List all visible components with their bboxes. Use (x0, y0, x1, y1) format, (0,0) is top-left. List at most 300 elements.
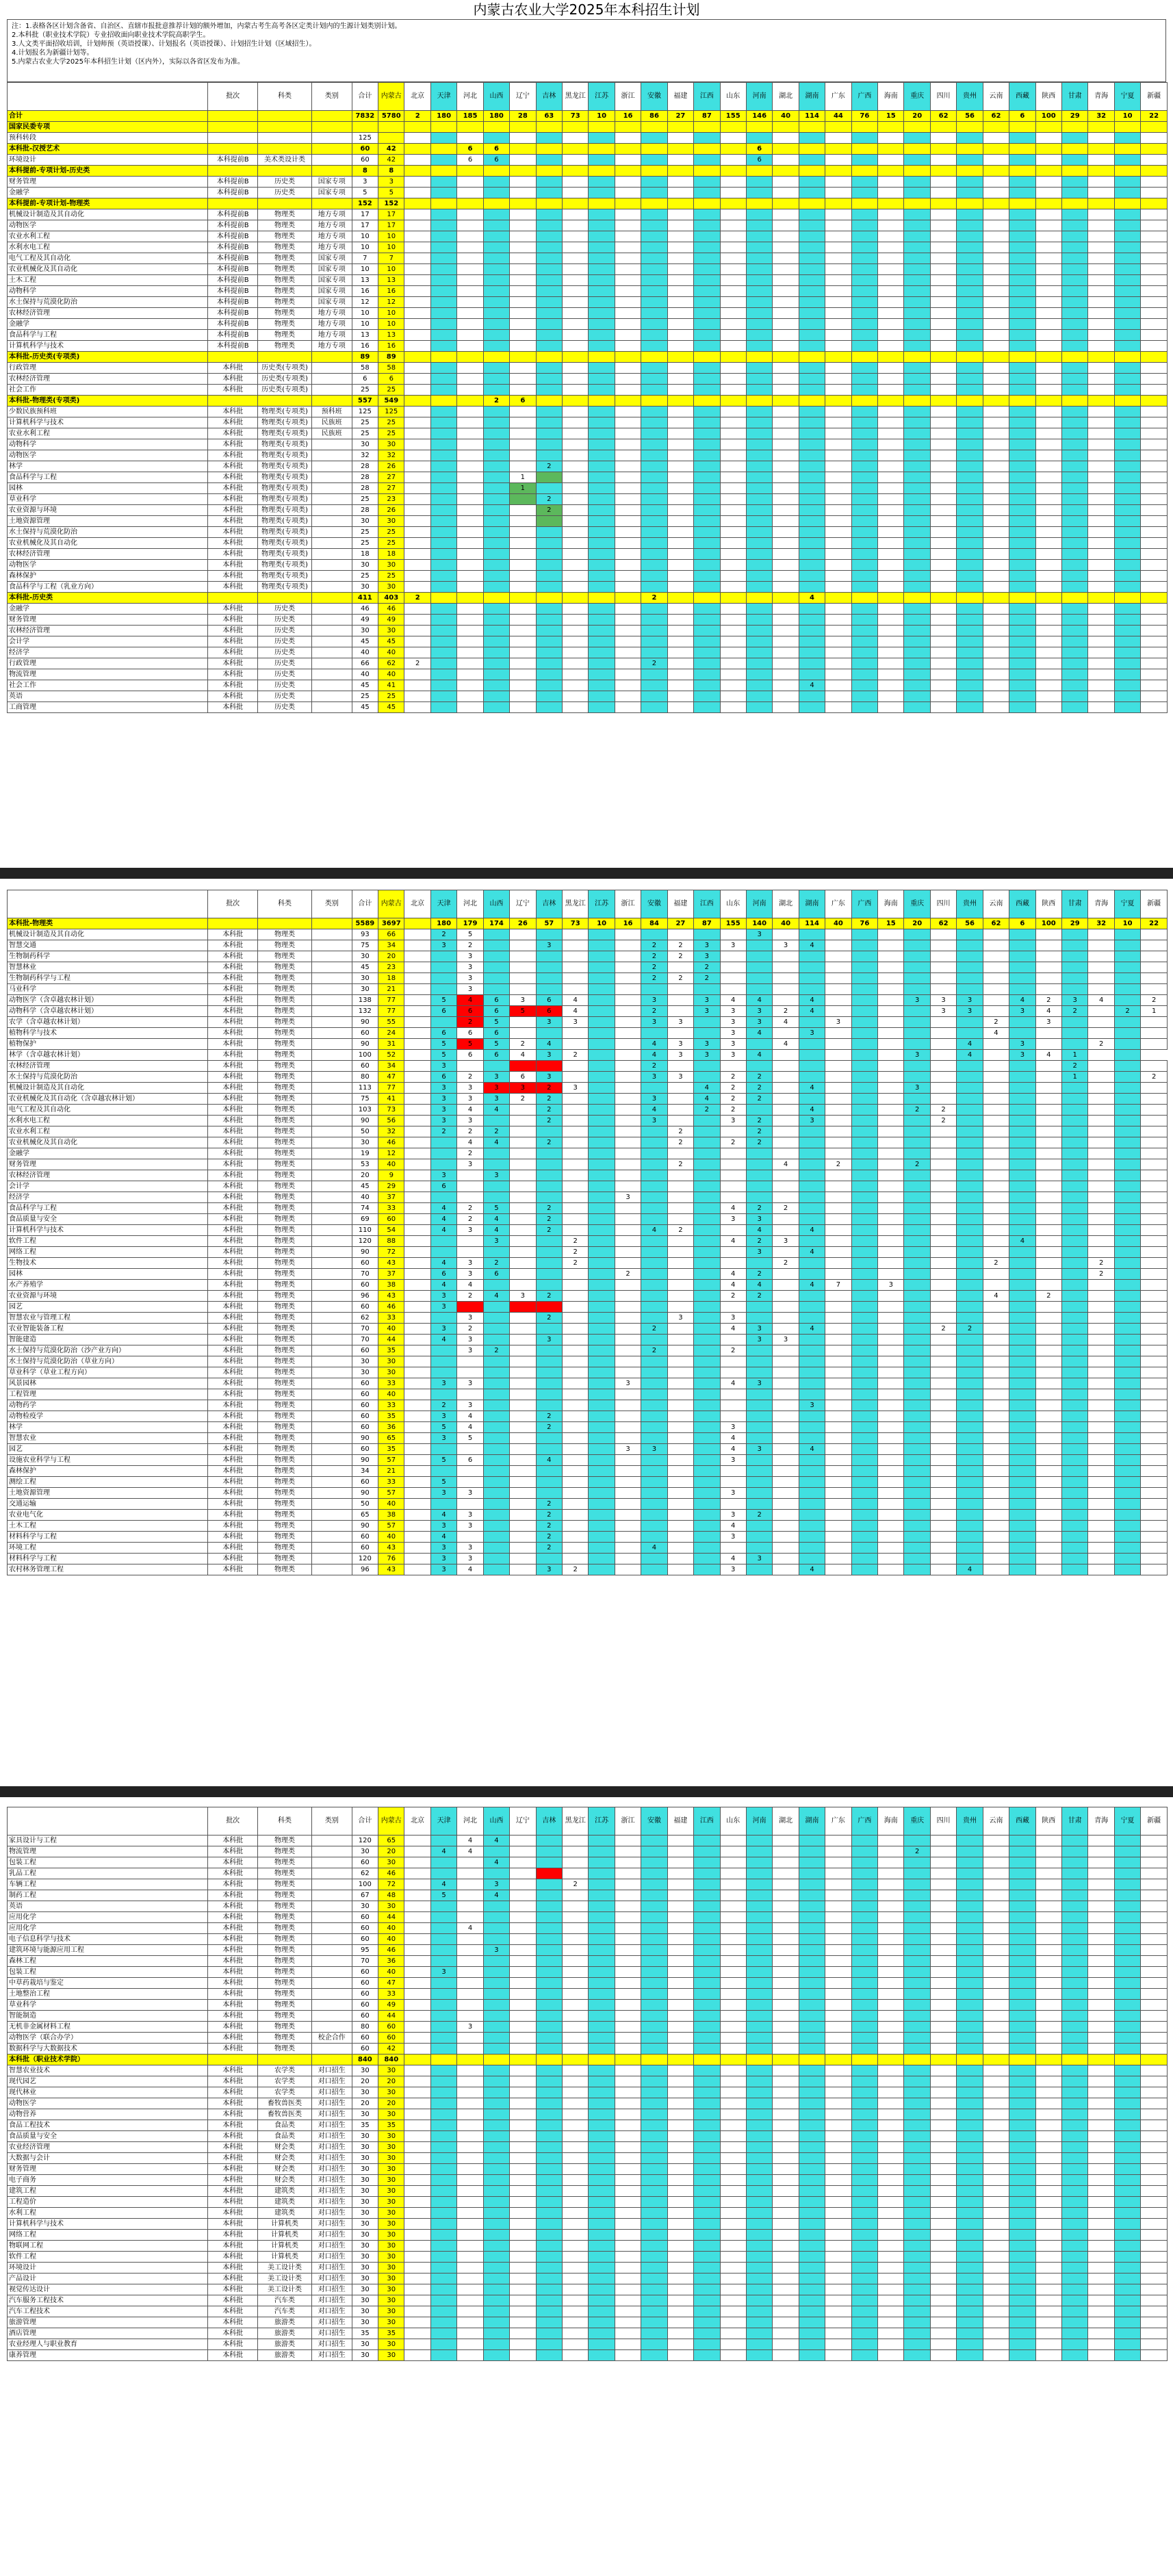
table-cell: 3 (641, 995, 667, 1006)
table-cell (457, 1302, 483, 1313)
table-cell: 本科批 (208, 374, 258, 385)
table-cell (851, 1269, 877, 1280)
table-cell (799, 264, 825, 275)
table-cell (904, 940, 930, 951)
table-cell (536, 2055, 562, 2065)
table-cell: 金融学 (8, 1148, 208, 1159)
table-cell (510, 691, 536, 702)
table-cell: 4 (1035, 1006, 1061, 1017)
table-cell (510, 407, 536, 417)
column-header: 云南 (983, 890, 1009, 918)
table-cell: 100 (352, 1879, 378, 1890)
table-cell (930, 198, 956, 209)
table-cell: 60 (352, 1378, 378, 1389)
table-cell (904, 198, 930, 209)
table-cell (589, 582, 615, 593)
table-cell (851, 604, 877, 615)
table-cell (720, 702, 746, 713)
table-cell (667, 1868, 693, 1879)
table-cell (1062, 1477, 1088, 1488)
table-cell: 60 (352, 1444, 378, 1455)
table-cell: 4 (430, 1258, 456, 1269)
table-cell: 土地资源管理 (8, 1488, 208, 1499)
table-cell (589, 1083, 615, 1094)
table-cell (589, 177, 615, 188)
table-cell (1009, 702, 1035, 713)
column-header: 广东 (825, 83, 851, 111)
table-cell: 13 (352, 330, 378, 341)
table-cell (510, 319, 536, 330)
table-cell (1009, 198, 1035, 209)
table-cell: 4 (799, 1225, 825, 1236)
table-row (8, 275, 1168, 286)
table-cell: 园艺 (8, 1302, 208, 1313)
table-cell (1062, 1116, 1088, 1126)
table-cell: 4 (799, 1444, 825, 1455)
table-cell (483, 669, 509, 680)
table-cell (311, 571, 352, 582)
table-cell (1114, 374, 1140, 385)
table-cell (773, 1934, 799, 1945)
table-cell (430, 439, 456, 450)
table-cell (746, 2033, 772, 2044)
table-cell: 6 (457, 1006, 483, 1017)
table-cell (1114, 1356, 1140, 1367)
table-cell (720, 2033, 746, 2044)
table-cell (589, 1214, 615, 1225)
table-cell (694, 1836, 720, 1846)
table-cell: 4 (799, 995, 825, 1006)
table-cell (1035, 538, 1061, 549)
table-cell: 45 (352, 1181, 378, 1192)
table-cell: 40 (378, 1159, 404, 1170)
table-cell: 本科批 (208, 1203, 258, 1214)
table-cell (1088, 615, 1114, 626)
table-cell (1088, 417, 1114, 428)
table-cell (641, 1836, 667, 1846)
table-cell (983, 144, 1009, 155)
table-cell (773, 1543, 799, 1554)
table-cell (1114, 1345, 1140, 1356)
table-cell (483, 1335, 509, 1345)
table-cell (1009, 1564, 1035, 1575)
table-cell (641, 1923, 667, 1934)
table-cell (430, 352, 456, 363)
table-cell (799, 198, 825, 209)
table-cell: 100 (1035, 111, 1061, 122)
table-cell: 40 (378, 1934, 404, 1945)
table-cell: 23 (378, 494, 404, 505)
column-header: 海南 (878, 83, 904, 111)
table-cell (615, 1466, 641, 1477)
table-cell: 历史类 (258, 604, 312, 615)
table-cell (957, 1477, 983, 1488)
table-cell (825, 231, 851, 242)
table-cell (983, 122, 1009, 133)
table-cell (404, 1280, 430, 1291)
table-cell (851, 1017, 877, 1028)
table-cell (536, 177, 562, 188)
table-cell (1035, 1846, 1061, 1857)
table-cell (1141, 973, 1168, 984)
table-cell: 4 (957, 1564, 983, 1575)
table-cell (1062, 1159, 1088, 1170)
table-cell: 90 (352, 1488, 378, 1499)
table-cell (957, 1455, 983, 1466)
table-cell (457, 352, 483, 363)
table-cell (589, 1466, 615, 1477)
table-cell (773, 984, 799, 995)
table-cell (694, 1989, 720, 2000)
table-cell (983, 669, 1009, 680)
table-cell (694, 439, 720, 450)
table-cell (799, 1455, 825, 1466)
column-header (8, 83, 208, 111)
table-cell: 物理类 (258, 1389, 312, 1400)
table-cell: 60 (378, 2033, 404, 2044)
table-cell (311, 1291, 352, 1302)
table-cell (311, 1923, 352, 1934)
table-cell (1062, 1956, 1088, 1967)
table-row (8, 1356, 1168, 1367)
table-cell (430, 2055, 456, 2065)
table-cell (983, 1214, 1009, 1225)
table-cell: 经济学 (8, 1192, 208, 1203)
table-cell (904, 461, 930, 472)
table-cell: 66 (378, 929, 404, 940)
table-cell: 水土保持与荒漠化防治（草业方向） (8, 1356, 208, 1367)
table-cell: 农业机械化及其自动化 (8, 1137, 208, 1148)
column-header: 宁夏 (1114, 890, 1140, 918)
table-cell (851, 951, 877, 962)
table-cell: 34 (378, 940, 404, 951)
table-cell (258, 593, 312, 604)
table-cell (311, 1956, 352, 1967)
table-cell (1088, 1094, 1114, 1105)
table-cell (773, 275, 799, 286)
table-cell (563, 297, 589, 308)
table-cell (483, 242, 509, 253)
table-cell (667, 1192, 693, 1203)
table-cell: 3 (667, 1039, 693, 1050)
table-cell (1009, 1258, 1035, 1269)
table-cell: 金融学 (8, 319, 208, 330)
table-cell: 物理类(专项类) (258, 582, 312, 593)
table-cell (773, 374, 799, 385)
table-cell (404, 1466, 430, 1477)
table-cell: 2 (457, 1203, 483, 1214)
table-cell (799, 407, 825, 417)
table-cell (878, 940, 904, 951)
table-cell (904, 1170, 930, 1181)
table-cell (641, 582, 667, 593)
table-cell (641, 188, 667, 198)
table-cell (667, 385, 693, 396)
table-cell (404, 516, 430, 527)
table-cell (904, 1477, 930, 1488)
table-row (8, 450, 1168, 461)
table-cell: 2 (746, 1116, 772, 1126)
table-cell: 60 (352, 1345, 378, 1356)
table-cell (510, 505, 536, 516)
table-cell (746, 319, 772, 330)
table-cell (1088, 929, 1114, 940)
table-cell: 本科提前B (208, 188, 258, 198)
table-cell (1114, 275, 1140, 286)
table-cell: 40 (378, 1532, 404, 1543)
table-cell (536, 538, 562, 549)
table-cell (667, 363, 693, 374)
table-cell (589, 951, 615, 962)
table-cell: 本科批 (208, 1879, 258, 1890)
table-cell: 110 (352, 1225, 378, 1236)
table-cell (667, 2044, 693, 2055)
table-cell (799, 231, 825, 242)
table-cell (510, 2000, 536, 2011)
table-cell: 物理类 (258, 929, 312, 940)
table-cell: 3 (746, 1006, 772, 1017)
table-cell (773, 450, 799, 461)
table-cell (563, 1400, 589, 1411)
table-cell (1062, 242, 1088, 253)
table-cell (746, 1488, 772, 1499)
table-cell: 本科批 (208, 1836, 258, 1846)
table-cell (878, 505, 904, 516)
page-1 (0, 0, 1173, 713)
table-cell (799, 560, 825, 571)
table-cell (851, 1912, 877, 1923)
table-cell (694, 1543, 720, 1554)
column-header: 广西 (851, 1807, 877, 1836)
table-cell (930, 1148, 956, 1159)
table-cell (878, 133, 904, 144)
table-cell (1035, 1890, 1061, 1901)
table-cell: 物理类 (258, 1978, 312, 1989)
table-cell (1114, 133, 1140, 144)
table-cell (563, 330, 589, 341)
table-cell (457, 527, 483, 538)
table-cell (1009, 275, 1035, 286)
table-cell: 46 (378, 1868, 404, 1879)
table-cell: 60 (352, 1989, 378, 2000)
table-cell: 35 (378, 1345, 404, 1356)
table-cell (667, 341, 693, 352)
table-cell (589, 1901, 615, 1912)
table-cell (1088, 691, 1114, 702)
table-cell: 15 (878, 111, 904, 122)
table-cell (930, 220, 956, 231)
table-cell (957, 1214, 983, 1225)
table-cell: 本科提前B (208, 264, 258, 275)
table-cell (667, 1543, 693, 1554)
table-cell (930, 1356, 956, 1367)
table-cell (851, 264, 877, 275)
table-cell (510, 1389, 536, 1400)
table-cell (667, 439, 693, 450)
table-cell (615, 940, 641, 951)
table-row (8, 1072, 1168, 1083)
table-cell (615, 1181, 641, 1192)
table-cell (930, 549, 956, 560)
table-cell (930, 516, 956, 527)
table-cell: 2 (720, 1083, 746, 1094)
table-cell (878, 973, 904, 984)
table-cell (667, 1879, 693, 1890)
table-cell (510, 571, 536, 582)
table-cell: 27 (378, 472, 404, 483)
table-cell (483, 1324, 509, 1335)
table-cell (1035, 1543, 1061, 1554)
table-cell: 20 (378, 1846, 404, 1857)
table-cell (773, 1214, 799, 1225)
table-cell (404, 1433, 430, 1444)
table-cell: 60 (352, 1543, 378, 1554)
table-cell (773, 1389, 799, 1400)
table-row (8, 1116, 1168, 1126)
table-cell (430, 604, 456, 615)
table-cell: 环境工程 (8, 1543, 208, 1554)
table-cell (483, 516, 509, 527)
table-cell: 财务管理 (8, 1159, 208, 1170)
table-cell (1114, 1901, 1140, 1912)
table-cell (746, 1170, 772, 1181)
table-cell: 2 (536, 1510, 562, 1521)
table-cell (930, 1989, 956, 2000)
table-cell (1009, 626, 1035, 636)
table-cell (1009, 658, 1035, 669)
table-row (8, 560, 1168, 571)
table-cell: 3 (720, 1006, 746, 1017)
table-cell (825, 549, 851, 560)
table-cell (773, 929, 799, 940)
table-cell (457, 1945, 483, 1956)
table-cell (1035, 1945, 1061, 1956)
table-cell (851, 1967, 877, 1978)
table-cell: 物理类 (258, 1072, 312, 1083)
table-cell (1114, 1433, 1140, 1444)
table-cell: 2 (641, 1006, 667, 1017)
table-cell (589, 2000, 615, 2011)
table-cell (457, 363, 483, 374)
table-cell: 测绘工程 (8, 1477, 208, 1488)
table-cell (404, 1367, 430, 1378)
column-header: 天津 (430, 83, 456, 111)
table-cell: 本科批 (208, 1083, 258, 1094)
table-cell (667, 505, 693, 516)
table-cell: 5589 (352, 918, 378, 929)
table-cell (1035, 198, 1061, 209)
table-cell (983, 1192, 1009, 1203)
table-cell: 4 (720, 1324, 746, 1335)
table-cell: 物理类 (258, 1094, 312, 1105)
table-cell (1062, 133, 1088, 144)
table-cell: 水土保持与荒漠化防治 (8, 297, 208, 308)
table-cell (208, 122, 258, 133)
table-cell: 本科提前B (208, 308, 258, 319)
table-cell (773, 1455, 799, 1466)
table-cell (510, 417, 536, 428)
table-cell (746, 1564, 772, 1575)
table-cell (773, 341, 799, 352)
table-cell (904, 1499, 930, 1510)
table-cell: 30 (378, 516, 404, 527)
table-cell (746, 209, 772, 220)
table-cell (667, 1170, 693, 1181)
table-cell: 本科提前B (208, 231, 258, 242)
table-cell (430, 669, 456, 680)
table-cell (615, 1072, 641, 1083)
table-cell (930, 647, 956, 658)
table-cell: 本科批 (208, 1302, 258, 1313)
table-cell (311, 1280, 352, 1291)
table-cell (536, 407, 562, 417)
table-cell (825, 1192, 851, 1203)
table-cell (799, 1912, 825, 1923)
table-cell (746, 1356, 772, 1367)
table-cell (404, 1356, 430, 1367)
table-cell: 2 (667, 973, 693, 984)
table-cell (536, 1400, 562, 1411)
table-cell (563, 1455, 589, 1466)
table-cell (983, 1170, 1009, 1181)
table-cell (404, 483, 430, 494)
table-cell (589, 1411, 615, 1422)
table-cell (1141, 177, 1168, 188)
table-row (8, 1433, 1168, 1444)
table-cell: 60 (352, 1477, 378, 1488)
table-cell (536, 929, 562, 940)
table-cell (510, 2011, 536, 2022)
table-cell (904, 1564, 930, 1575)
table-cell: 3 (904, 1050, 930, 1061)
table-cell (694, 1236, 720, 1247)
table-cell (851, 1422, 877, 1433)
table-cell: 本科批 (208, 1050, 258, 1061)
table-cell (311, 122, 352, 133)
table-cell (773, 297, 799, 308)
column-header: 类别 (311, 83, 352, 111)
table-cell (510, 286, 536, 297)
table-cell (983, 275, 1009, 286)
table-cell (457, 538, 483, 549)
table-cell (930, 253, 956, 264)
table-cell (615, 702, 641, 713)
table-cell: 本科批 (208, 472, 258, 483)
table-cell: 45 (378, 702, 404, 713)
table-cell (430, 973, 456, 984)
table-cell (1035, 1901, 1061, 1912)
table-cell (720, 166, 746, 177)
table-cell (457, 2055, 483, 2065)
table-cell: 软件工程 (8, 1236, 208, 1247)
table-cell (773, 1521, 799, 1532)
table-cell (1035, 1455, 1061, 1466)
column-header: 青海 (1088, 890, 1114, 918)
table-cell: 本科批 (208, 1006, 258, 1017)
table-cell (957, 1466, 983, 1477)
table-cell (1009, 1989, 1035, 2000)
table-cell: 40 (378, 1499, 404, 1510)
table-cell (825, 188, 851, 198)
table-cell (878, 1367, 904, 1378)
table-cell (825, 1148, 851, 1159)
table-cell (641, 1879, 667, 1890)
table-cell: 物理类(专项类) (258, 571, 312, 582)
table-cell (930, 1868, 956, 1879)
table-cell (694, 319, 720, 330)
table-cell (851, 1225, 877, 1236)
table-cell (483, 1116, 509, 1126)
